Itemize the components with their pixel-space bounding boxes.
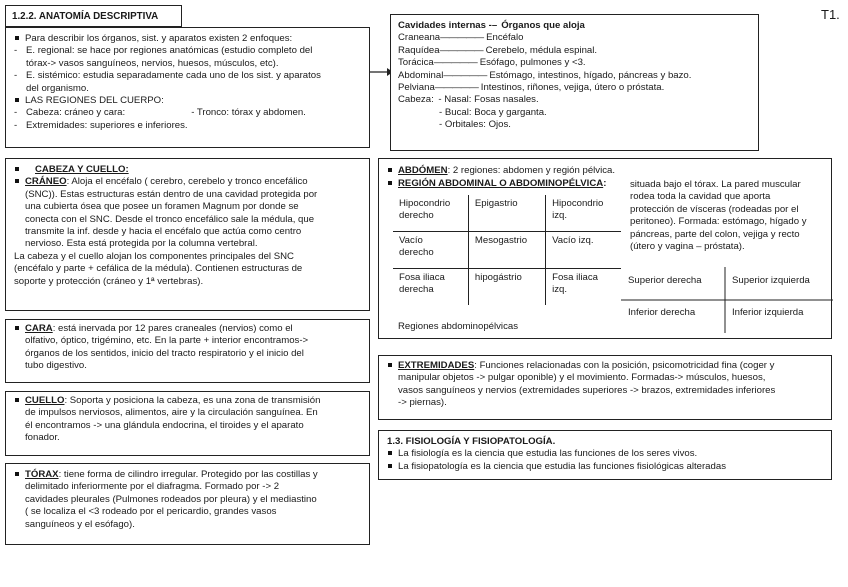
intro-line-text: Para describir los órganos, sist. y aparatos existen 2 enfoques: [25, 33, 293, 44]
thorax-first-row [14, 469, 369, 481]
cavity-rows [398, 32, 758, 94]
cavity-dashes: ————— [443, 69, 487, 81]
cavity-dashes: ————— [434, 82, 478, 94]
extremities-rest [387, 372, 831, 409]
grid-cell [546, 269, 621, 306]
grid-caption: Regiones abdominopélvicas [398, 321, 518, 332]
intro-line-text: LAS REGIONES DEL CUERPO: [25, 95, 164, 107]
abdomen-desc-line: protección de vísceras (rodeadas por el [630, 203, 799, 215]
physiology-item [387, 461, 831, 473]
intro-line [14, 70, 369, 82]
cabeza-item: - Nasal: Fosas nasales. [438, 94, 539, 106]
extremities-line: manipular objetos -> pulgar oponible) y el movimiento. Formadas-> músculos, huesos, [398, 372, 766, 384]
grid-cell [468, 232, 545, 269]
abdomen-term: ABDÓMEN [398, 165, 448, 176]
thorax-line: cavidades pleurales (Pulmones rodeados por pleura) y el mediastino [25, 493, 317, 505]
cavity-row [398, 45, 758, 57]
regions-ext: Extremidades: superiores e inferiores. [26, 119, 188, 131]
physiology-item-text: La fisiología es la ciencia que estudia las funciones de los seres vivos. [398, 448, 698, 460]
neck-rest [14, 407, 369, 444]
grid-cell [468, 195, 545, 232]
thorax-line: delimitado inferiormente por el diafragma. Formado por -> 2 [25, 481, 280, 493]
intro-line [14, 45, 369, 57]
grid-row [393, 269, 621, 306]
grid-row [393, 232, 621, 269]
cavity-row [398, 82, 758, 94]
bullet-icon [15, 167, 19, 171]
intro-line-text: E. regional: se hace por regiones anatómicas (estudio completo del [26, 45, 313, 57]
cavity-name: Craneana [398, 32, 441, 44]
head-neck-title: CABEZA Y CUELLO: [35, 164, 129, 175]
bullet-icon [15, 472, 19, 476]
cavity-row [398, 32, 758, 44]
grid-cell-line: Epigastrio [474, 198, 518, 209]
extremities-box [378, 355, 832, 420]
dash-mark: - [14, 45, 18, 57]
face-line: tubo digestivo. [25, 360, 87, 372]
grid-cell-line: derecho [399, 247, 434, 259]
dash-mark: - [14, 70, 18, 82]
cabeza-item: - Bucal: Boca y garganta. [439, 106, 547, 118]
thorax-line: ( se localiza el <3 rodeado por el pericardio, grandes vasos [25, 506, 277, 518]
cabeza-label: Cabeza: [398, 94, 434, 106]
physiology-item-text: La fisiopatología es la ciencia que estudia las funciones fisiológicas alteradas [398, 460, 726, 472]
bullet-icon [15, 326, 19, 330]
intro-box [5, 27, 370, 148]
bullet-icon [388, 168, 392, 172]
extremities-term: EXTREMIDADES [398, 360, 475, 371]
page-tag: T1. [821, 7, 840, 22]
physiology-item [387, 448, 831, 460]
regions-row [14, 107, 369, 119]
cavity-name: Raquídea [398, 44, 440, 56]
quadrant-superior-izquierda: Superior izquierda [732, 275, 810, 286]
cavity-organs: Estómago, intestinos, hígado, páncreas y bazo. [489, 69, 692, 81]
bullet-icon [388, 181, 392, 185]
abdomen-desc-line: (útero y vagina – próstata). [630, 241, 745, 253]
neck-box [5, 391, 370, 456]
face-rest [14, 335, 369, 372]
grid-cell-line: hipogástrio [474, 272, 522, 283]
cranium-line: conecta con el SNC. Desde el tronco encefálico sale la médula, que [25, 213, 315, 225]
thorax-term: TÓRAX [25, 469, 59, 480]
abdomen-desc-line: peritoneo). Formada: estómago, hígado y [630, 216, 807, 228]
abdomen-description [630, 179, 807, 253]
grid-cell-line: Mesogastrio [474, 235, 528, 246]
cavities-header-right: Órganos que aloja [501, 20, 585, 31]
intro-line-text: E. sistémico: estudia separadamente cada uno de los sist. y aparatos [26, 70, 321, 82]
bullet-icon [388, 363, 392, 367]
bullet-icon [388, 451, 392, 455]
intro-lines [14, 33, 369, 107]
grid-cell [546, 195, 621, 232]
cranium-rest [14, 189, 369, 251]
intro-line [14, 33, 369, 45]
cavity-name: Torácica [398, 57, 434, 69]
abdomen-desc-line: rodea toda la cavidad que aporta [630, 191, 771, 203]
grid-cell-line: Hipocondrio [399, 198, 451, 209]
dash-mark: - [14, 119, 18, 131]
cranium-line: transmite la inf. desde y hacia el encéfalo que actúa como centro [25, 226, 302, 238]
grid-cell [393, 232, 468, 269]
grid-cell [546, 232, 621, 269]
cranium-row [14, 176, 369, 188]
grid-row [393, 195, 621, 232]
cavity-dashes: ————— [440, 32, 484, 44]
grid-cell-line: Hipocondrio [552, 198, 604, 209]
cavity-name: Abdominal [398, 69, 444, 81]
cavities-header-dash: – [491, 20, 498, 31]
intro-line-text: del organismo. [26, 82, 89, 94]
cranium-line: (SNC)). Estas estructuras están dentro de una cavidad protegida por [25, 188, 318, 200]
cavities-header-left: Cavidades internas - [398, 20, 492, 31]
abdomen-desc-line: páncreas, parte del colon, vejiga y recto [630, 228, 800, 240]
summary-line: (encéfalo y parte + cefálica de la médula). Contienen estructuras de [14, 263, 303, 275]
quadrants [621, 267, 833, 333]
face-line: olfativo, óptico, trigémino, etc. En la parte + interior encontramos-> [25, 335, 309, 347]
grid-cell [393, 195, 468, 232]
extremities-line: vasos sanguíneos y nervios (extremidades superiores -> brazos, extremidades inferiores [398, 384, 776, 396]
face-line: órganos de los sentidos, inicio del tracto respiratorio y el inicio del [25, 347, 304, 359]
grid-cell-line: izq. [552, 210, 568, 222]
thorax-line: : tiene forma de cilindro irregular. Protegido por las costillas y [58, 469, 318, 480]
face-box [5, 319, 370, 383]
cabeza-item: - Orbitales: Ojos. [439, 119, 511, 131]
grid-cell [393, 269, 468, 306]
quadrant-inferior-derecha: Inferior derecha [628, 307, 696, 318]
intro-line [14, 58, 369, 70]
dash-mark: - [14, 107, 18, 119]
physiology-items [387, 448, 831, 473]
grid-cell-line: Fosa iliaca [399, 272, 445, 283]
cavity-organs: Intestinos, riñones, vejiga, útero o próstata. [480, 82, 665, 94]
intro-line-text: tórax-> vasos sanguíneos, nervios, huesos, músculos, etc). [26, 57, 279, 69]
head-neck-summary [14, 251, 369, 288]
thorax-rest [14, 481, 369, 531]
face-term: CARA [25, 323, 53, 334]
bullet-icon [15, 98, 19, 102]
cabeza-row [398, 107, 758, 119]
regions-trunk: - Tronco: tórax y abdomen. [191, 107, 306, 119]
thorax-box [5, 463, 370, 545]
neck-term: CUELLO [25, 395, 65, 406]
grid-cell-line: Vacío izq. [552, 235, 594, 246]
grid-cell-line: derecho [399, 210, 434, 222]
extremities-line: -> piernas). [398, 397, 447, 409]
abdomen-region-row [387, 178, 606, 190]
extremities-line: : Funciones relacionadas con la posición, psicomotricidad fina (coger y [474, 360, 775, 371]
abdomen-line: : 2 regiones: abdomen y región pélvica. [447, 165, 616, 176]
cranium-term: CRÁNEO [25, 176, 67, 188]
cranium-line: : Aloja el encéfalo ( cerebro, cerebelo y tronco encefálico [66, 176, 308, 188]
summary-line: La cabeza y el cuello alojan los componentes principales del SNC [14, 250, 294, 262]
bullet-icon [388, 464, 392, 468]
bullet-icon [15, 36, 19, 40]
head-neck-box [5, 158, 370, 311]
cabeza-row [398, 119, 758, 131]
grid-cell-line: Fosa iliaca [552, 272, 598, 283]
quadrant-inferior-izquierda: Inferior izquierda [732, 307, 804, 318]
intro-line [14, 95, 369, 107]
cavity-row [398, 70, 758, 82]
neck-line: fonador. [25, 432, 60, 444]
abdomen-region-colon: : [603, 178, 607, 189]
face-line: : está inervada por 12 pares craneales (nervios) como el [52, 323, 293, 334]
section-title: 1.2.2. ANATOMÍA DESCRIPTIVA [5, 5, 182, 27]
bullet-icon [15, 398, 19, 402]
cavity-row [398, 57, 758, 69]
abdomen-row [387, 165, 615, 177]
grid-cell-line: derecha [399, 284, 434, 296]
physiology-title: 1.3. FISIOLOGÍA Y FISIOPATOLOGÍA. [387, 436, 556, 447]
face-first-row [14, 323, 369, 335]
thorax-line: sanguíneos y el esófago). [25, 518, 135, 530]
grid-cell-line: izq. [552, 284, 568, 296]
intro-line [14, 83, 369, 95]
cavity-organs: Cerebelo, médula espinal. [485, 44, 598, 56]
cavity-organs: Esófago, pulmones y <3. [479, 57, 586, 69]
abdomen-region-term: REGIÓN ABDOMINAL O ABDOMINOPÉLVICA [398, 178, 604, 189]
neck-line: él encontramos -> una glándula endocrina, el tiroides y el aparato [25, 419, 304, 431]
neck-line: de impulsos nerviosos, alimentos, aire y la circulación sanguínea. En [25, 407, 318, 419]
abdomen-desc-line: situada bajo el tórax. La pared muscular [630, 179, 801, 190]
neck-first-row [14, 395, 369, 407]
regions-head: Cabeza: cráneo y cara: [26, 107, 126, 119]
quadrant-superior-derecha: Superior derecha [628, 275, 702, 286]
grid-cell-line: Vacío [399, 235, 423, 246]
abdominal-regions-grid [393, 195, 621, 305]
cavities-header [398, 20, 758, 32]
cavity-name: Pelviana [398, 82, 435, 94]
cranium-line: nervioso. Esta está protegida por la columna vertebral. [25, 238, 258, 250]
cranium-line: una cubierta ósea que posee un foramen Magnum por donde se [25, 201, 299, 213]
regions-ext-row [14, 120, 369, 132]
grid-cell [468, 269, 545, 306]
cavities-box [390, 14, 759, 151]
head-neck-title-row [14, 164, 369, 176]
cavity-dashes: ————— [439, 44, 483, 56]
extremities-first-row [387, 360, 831, 372]
neck-line: : Soporta y posiciona la cabeza, es una zona de transmisión [64, 395, 321, 406]
summary-line: soporte y protección (cráneo y 1ª vertebras). [14, 275, 204, 287]
cavity-organs: Encéfalo [486, 32, 524, 44]
abdomen-box [378, 158, 832, 339]
cabeza-row [398, 94, 758, 106]
bullet-icon [15, 179, 19, 183]
physiology-box [378, 430, 832, 480]
cavity-dashes: ————— [433, 57, 477, 69]
